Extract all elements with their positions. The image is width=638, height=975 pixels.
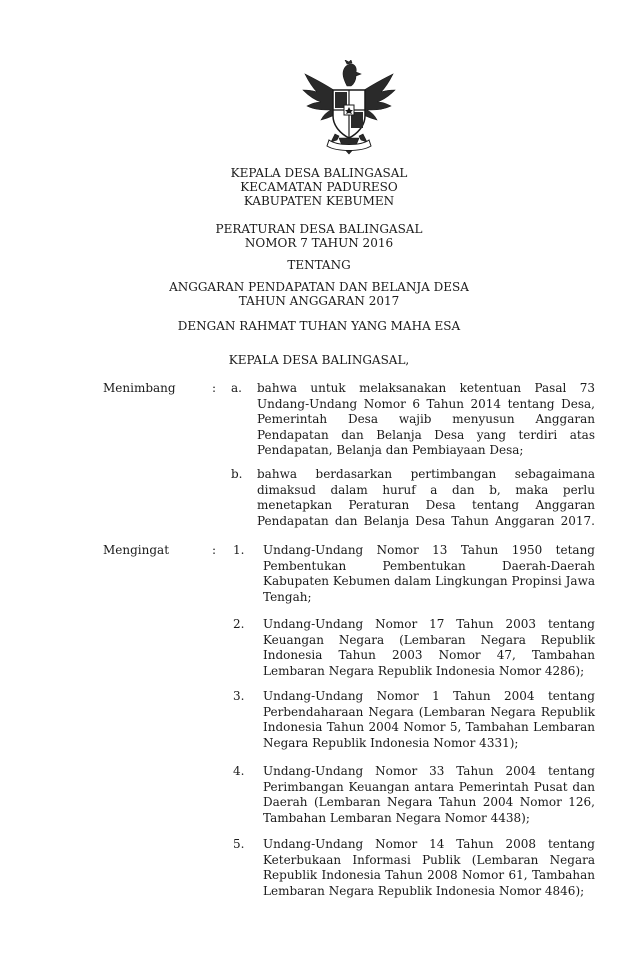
menimbang-label: Menimbang <box>103 381 176 395</box>
subject-line-2: TAHUN ANGGARAN 2017 <box>238 294 400 308</box>
regency-name: KABUPATEN KEBUMEN <box>243 194 395 208</box>
header-block-5 <box>0 319 638 333</box>
mengingat-item-1: Undang-Undang Nomor 13 Tahun 1950 tetang Pembentukan Pembentukan Daerah-Daerah Kabupaten Kebumen dalam Lingkungan Propinsi Jawa Tengah; <box>263 543 595 604</box>
issuer-line: KEPALA DESA BALINGASAL, <box>228 353 410 367</box>
mengingat-item-4: Undang-Undang Nomor 33 Tahun 2004 tentang Perimbangan Keuangan antara Pemerintah Pusat dan Daerah (Lembaran Negara Tahun 2004 Nomor 126, Tambahan Lembaran Negara Nomor 4438); <box>263 764 595 825</box>
mengingat-item-3: Undang-Undang Nomor 1 Tahun 2004 tentang Perbendaharaan Negara (Lembaran Negara Republik Indonesia Tahun 2004 Nomor 5, Tambahan Lembaran Negara Republik Indonesia Nomor 4331); <box>263 689 595 750</box>
menimbang-mark-b: b. <box>231 467 243 481</box>
header-block-6 <box>0 353 638 367</box>
menimbang-item-b: bahwa berdasarkan pertimbangan sebagaimana dimaksud dalam huruf a dan b, maka perlu menetapkan Peraturan Desa tentang Anggaran Pendapatan dan Belanja Desa Tahun Anggaran 2017. <box>257 467 595 528</box>
menimbang-item-a: bahwa untuk melaksanakan ketentuan Pasal 73 Undang-Undang Nomor 6 Tahun 2014 tentang Desa, Pemerintah Desa wajib menyusun Anggaran Pendapatan dan Belanja Desa yang terdiri atas Pendapatan, Belanja dan Pembiayaan Desa; <box>257 381 595 457</box>
regulation-title: PERATURAN DESA BALINGASAL <box>215 222 423 236</box>
mengingat-label: Mengingat <box>103 543 170 557</box>
regulation-number: NOMOR 7 TAHUN 2016 <box>244 236 394 250</box>
menimbang-mark-a: a. <box>231 381 242 395</box>
mengingat-colon: : <box>212 543 217 557</box>
header-block-3 <box>0 258 638 272</box>
garuda-emblem-icon <box>299 60 399 158</box>
mengingat-mark-2: 2. <box>233 617 245 631</box>
village-head-title: KEPALA DESA BALINGASAL <box>230 166 408 180</box>
subject-line-1: ANGGARAN PENDAPATAN DAN BELANJA DESA <box>169 280 469 294</box>
header-block-1 <box>0 166 638 208</box>
mengingat-item-5: Undang-Undang Nomor 14 Tahun 2008 tentang Keterbukaan Informasi Publik (Lembaran Negara Republik Indonesia Tahun 2008 Nomor 61, Tambahan Lembaran Negara Republik Indonesia Nomor 4846); <box>263 837 595 898</box>
about-label: TENTANG <box>287 258 351 272</box>
header-block-2 <box>0 222 638 250</box>
mengingat-mark-5: 5. <box>233 837 245 851</box>
district-name: KECAMATAN PADURESO <box>240 180 398 194</box>
mengingat-item-2: Undang-Undang Nomor 17 Tahun 2003 tentang Keuangan Negara (Lembaran Negara Republik Indonesia Tahun 2003 Nomor 47, Tambahan Lembaran Negara Republik Indonesia Nomor 4286); <box>263 617 595 678</box>
header-block-4 <box>0 280 638 308</box>
menimbang-colon: : <box>212 381 217 395</box>
mengingat-mark-1: 1. <box>233 543 245 557</box>
invocation: DENGAN RAHMAT TUHAN YANG MAHA ESA <box>177 319 461 333</box>
mengingat-mark-4: 4. <box>233 764 245 778</box>
mengingat-mark-3: 3. <box>233 689 245 703</box>
